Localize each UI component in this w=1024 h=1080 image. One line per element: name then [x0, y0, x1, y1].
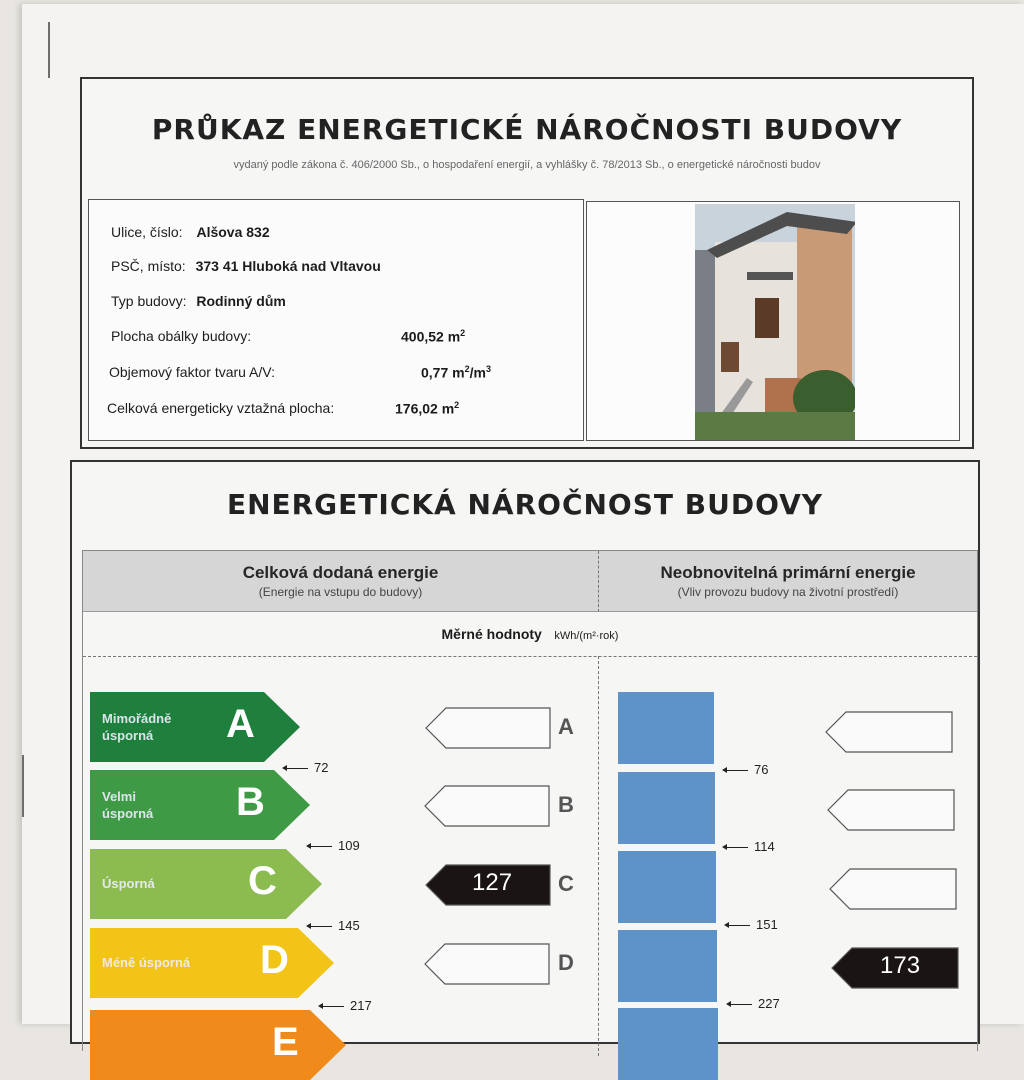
primary-energy-title: Neobnovitelná primární energie	[660, 563, 916, 582]
energy-box	[70, 460, 980, 1064]
header-box	[80, 77, 974, 449]
class-letter-b: B	[236, 780, 265, 824]
shape-factor-label: Objemový faktor tvaru A/V:	[109, 364, 275, 380]
primary-scale-bar-c	[618, 851, 716, 923]
class-letter-d: D	[260, 938, 289, 982]
primary-energy-value: 173	[880, 952, 921, 979]
city-value: 373 41 Hluboká nad Vltavou	[195, 258, 381, 274]
delivered-side-letter-b: B	[558, 792, 574, 817]
delivered-threshold-1: 72	[284, 760, 328, 775]
primary-energy-header	[599, 551, 977, 612]
type-label: Typ budovy:	[111, 293, 187, 309]
delivered-compare-arrow-d	[423, 942, 553, 986]
type-value: Rodinný dům	[196, 293, 286, 309]
units-row	[83, 612, 977, 657]
delivered-side-letter-c: C	[558, 871, 574, 896]
class-letter-a: A	[226, 702, 255, 746]
delivered-side-letter-d: D	[558, 950, 574, 975]
shape-factor-value: 0,77 $m^2/m^3$	[421, 364, 491, 381]
street-row	[111, 224, 270, 240]
type-row	[111, 293, 286, 309]
delivered-threshold-4: 217	[320, 998, 372, 1013]
primary-scale-bar-e	[618, 1008, 718, 1080]
class-letter-c: C	[248, 859, 277, 903]
city-row	[111, 258, 381, 274]
certificate-subtitle: vydaný podle zákona č. 406/2000 Sb., o hospodaření energií, a vyhlášky č. 78/2013 Sb., o energetické náročnosti budov	[233, 159, 821, 171]
envelope-label: Plocha obálky budovy:	[111, 328, 252, 344]
primary-energy-subtitle: (Vliv provozu budovy na životní prostředí)	[677, 585, 899, 599]
envelope-value: 400,52 $m^2$	[401, 328, 466, 345]
units-label: Měrné hodnoty	[441, 626, 542, 642]
units-value: kWh/(m²·rok)	[554, 630, 619, 642]
primary-threshold-3: 151	[726, 917, 778, 932]
reference-area-label: Celková energeticky vztažná plocha:	[107, 400, 335, 416]
primary-compare-arrow-c	[828, 867, 960, 911]
delivered-compare-arrow-a	[424, 706, 554, 750]
delivered-threshold-3: 145	[308, 918, 360, 933]
street-value: Alšova 832	[196, 224, 270, 240]
building-photo	[586, 201, 960, 441]
class-name: Mimořádně úsporná	[102, 711, 172, 743]
class-name: Velmi úsporná	[102, 789, 154, 821]
delivered-energy-value: 127	[472, 869, 513, 896]
class-name: Úsporná	[102, 876, 155, 891]
energy-section-title: ENERGETICKÁ NÁROČNOST BUDOVY	[226, 488, 824, 521]
city-label: PSČ, místo:	[111, 258, 186, 274]
class-letter-e: E	[272, 1020, 299, 1064]
delivered-energy-subtitle: (Energie na vstupu do budovy)	[258, 585, 423, 599]
staple-top	[48, 22, 50, 78]
house-photo-icon	[587, 202, 959, 440]
primary-threshold-1: 76	[724, 762, 768, 777]
primary-compare-arrow-a	[824, 710, 956, 754]
column-divider	[598, 656, 599, 1056]
staple-bottom	[22, 755, 24, 817]
building-info-box	[88, 199, 584, 441]
reference-area-value: 176,02 $m^2$	[395, 400, 460, 417]
primary-scale-bar-b	[618, 772, 715, 844]
delivered-energy-title: Celková dodaná energie	[242, 563, 439, 582]
delivered-threshold-2: 109	[308, 838, 360, 853]
delivered-side-letter-a: A	[558, 714, 574, 739]
delivered-compare-arrow-b	[423, 784, 553, 828]
class-name: Méně úsporná	[102, 955, 191, 970]
delivered-energy-header	[83, 551, 599, 612]
certificate-title: PRŮKAZ ENERGETICKÉ NÁROČNOSTI BUDOVY	[151, 113, 903, 146]
primary-threshold-4: 227	[728, 996, 780, 1011]
primary-scale-bar-d	[618, 930, 717, 1002]
primary-threshold-2: 114	[724, 839, 775, 854]
primary-scale-bar-a	[618, 692, 714, 764]
street-label: Ulice, číslo:	[111, 224, 183, 240]
primary-compare-arrow-b	[826, 788, 958, 832]
